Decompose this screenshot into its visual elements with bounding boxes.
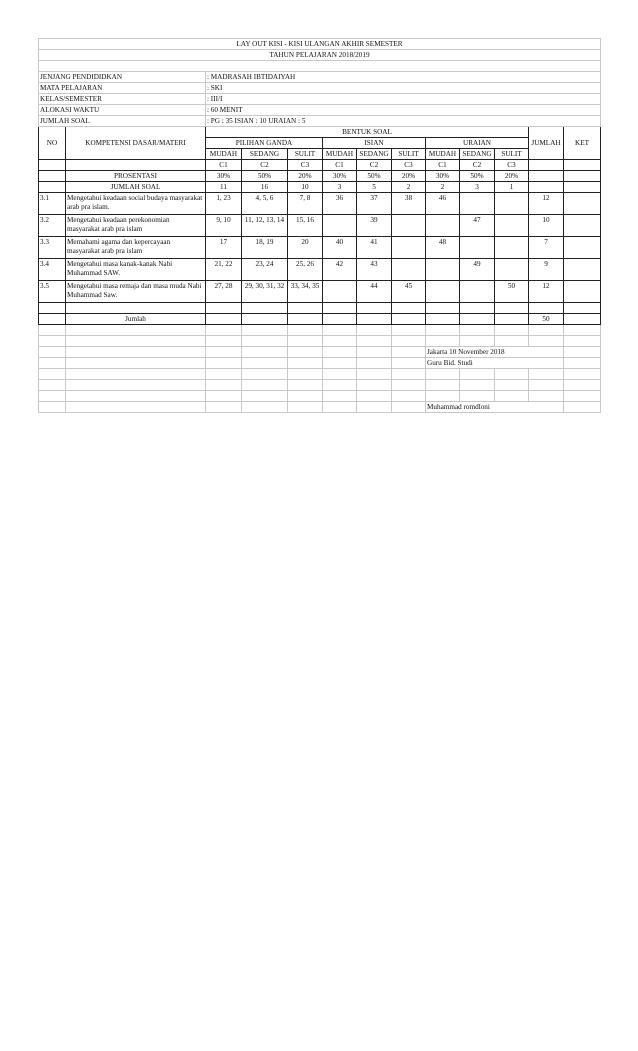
soal-number-cell (460, 281, 495, 303)
blank-row (39, 391, 601, 402)
soal-number-cell: 1, 23 (206, 193, 242, 215)
level-header: SEDANG (242, 149, 288, 160)
info-label: KELAS/SEMESTER (39, 94, 206, 105)
row-jumlah: 10 (529, 215, 564, 237)
blank-cell (426, 336, 460, 347)
blank-cell (357, 358, 392, 369)
blank-row (39, 402, 601, 413)
level-header: MUDAH (206, 149, 242, 160)
blank-cell (392, 336, 426, 347)
jumlah-soal-cell: 16 (242, 182, 288, 193)
row-ket (564, 237, 601, 259)
soal-number-cell (426, 281, 460, 303)
row-ket (564, 259, 601, 281)
jumlah-soal-cell: 2 (392, 182, 426, 193)
jumlah-soal-label: JUMLAH SOAL (66, 182, 206, 193)
row-no: 3.3 (39, 237, 66, 259)
info-label: JENJANG PENDIDIDKAN (39, 72, 206, 83)
blank-cell (564, 325, 601, 336)
header-isian: ISIAN (323, 138, 426, 149)
blank-cell (460, 380, 495, 391)
row-kompetensi: Mengetahui masa kanak-kanak Nabi Muhammad SAW. (66, 259, 206, 281)
soal-number-cell (495, 237, 529, 259)
sheet-subtitle: TAHUN PELAJARAN 2018/2019 (39, 50, 601, 61)
jumlah-soal-cell: 1 (495, 182, 529, 193)
blank-cell (206, 314, 242, 325)
blank-cell (39, 303, 66, 314)
info-label: ALOKASI WAKTU (39, 105, 206, 116)
prosentasi-cell: 30% (426, 171, 460, 182)
blank-cell (426, 314, 460, 325)
signature-name: Muhammad romdloni (426, 402, 564, 413)
table-row (39, 237, 601, 259)
level-header: SEDANG (460, 149, 495, 160)
blank-cell (323, 336, 357, 347)
total-label: Jumlah (66, 314, 206, 325)
total-row (39, 314, 601, 325)
jumlah-soal-cell: 11 (206, 182, 242, 193)
info-label: MATA PELAJARAN (39, 83, 206, 94)
code-header: C3 (495, 160, 529, 171)
blank-cell (66, 160, 206, 171)
blank-cell (392, 369, 426, 380)
info-value: : SKI (206, 83, 601, 94)
blank-cell (495, 369, 529, 380)
info-value: : 60 MENIT (206, 105, 601, 116)
blank-cell (39, 336, 66, 347)
soal-number-cell: 47 (460, 215, 495, 237)
blank-cell (323, 325, 357, 336)
blank-cell (323, 391, 357, 402)
row-kompetensi: Mengetahui keadaan social budaya masyarakat arab pra islam. (66, 193, 206, 215)
soal-number-cell: 38 (392, 193, 426, 215)
code-header: C2 (357, 160, 392, 171)
info-value: : III/I (206, 94, 601, 105)
blank-cell (426, 303, 460, 314)
soal-number-cell: 49 (460, 259, 495, 281)
blank-cell (564, 391, 601, 402)
blank-cell (66, 380, 206, 391)
blank-cell (66, 347, 206, 358)
blank-cell (206, 325, 242, 336)
blank-cell (288, 314, 323, 325)
blank-cell (460, 303, 495, 314)
blank-cell (460, 325, 495, 336)
soal-number-cell (323, 215, 357, 237)
header-kompetensi: KOMPETENSI DASAR/MATERI (66, 127, 206, 160)
soal-number-cell: 43 (357, 259, 392, 281)
blank-cell (242, 314, 288, 325)
blank-cell (564, 171, 601, 182)
blank-cell (66, 402, 206, 413)
blank-cell (39, 314, 66, 325)
blank-cell (66, 369, 206, 380)
blank-cell (39, 171, 66, 182)
blank-cell (529, 336, 564, 347)
level-header: MUDAH (323, 149, 357, 160)
blank-cell (39, 160, 66, 171)
row-jumlah: 7 (529, 237, 564, 259)
soal-number-cell (426, 215, 460, 237)
blank-cell (529, 325, 564, 336)
jumlah-soal-cell: 3 (323, 182, 357, 193)
table-row (39, 193, 601, 215)
code-header: C3 (392, 160, 426, 171)
blank-cell (357, 336, 392, 347)
blank-cell (323, 303, 357, 314)
blank-cell (392, 402, 426, 413)
blank-cell (39, 182, 66, 193)
blank-cell (392, 347, 426, 358)
blank-cell (206, 391, 242, 402)
blank-cell (495, 380, 529, 391)
level-header: MUDAH (426, 149, 460, 160)
blank-cell (529, 391, 564, 402)
blank-cell (426, 369, 460, 380)
blank-cell (564, 369, 601, 380)
blank-cell (564, 380, 601, 391)
blank-cell (242, 336, 288, 347)
prosentasi-cell: 20% (392, 171, 426, 182)
blank-cell (392, 325, 426, 336)
blank-cell (206, 347, 242, 358)
soal-number-cell: 4, 5, 6 (242, 193, 288, 215)
blank-cell (357, 325, 392, 336)
kisi-kisi-table (38, 38, 601, 413)
blank-cell (39, 347, 66, 358)
prosentasi-cell: 20% (288, 171, 323, 182)
blank-cell (426, 325, 460, 336)
code-header: C1 (206, 160, 242, 171)
blank-cell (206, 369, 242, 380)
soal-number-cell: 39 (357, 215, 392, 237)
blank-cell (39, 391, 66, 402)
code-header: C2 (460, 160, 495, 171)
blank-cell (242, 380, 288, 391)
soal-number-cell (460, 237, 495, 259)
blank-cell (242, 347, 288, 358)
jumlah-soal-cell: 3 (460, 182, 495, 193)
blank-cell (242, 358, 288, 369)
soal-number-cell (460, 193, 495, 215)
blank-cell (206, 380, 242, 391)
prosentasi-cell: 50% (460, 171, 495, 182)
prosentasi-label: PROSENTASI (66, 171, 206, 182)
blank-cell (392, 303, 426, 314)
blank-cell (529, 380, 564, 391)
soal-number-cell: 29, 30, 31, 32 (242, 281, 288, 303)
jumlah-soal-cell: 2 (426, 182, 460, 193)
info-value: : PG : 35 ISIAN : 10 URAIAN : 5 (206, 116, 601, 127)
level-header: SEDANG (357, 149, 392, 160)
blank-cell (392, 391, 426, 402)
header-uraian: URAIAN (426, 138, 529, 149)
blank-cell (529, 369, 564, 380)
level-header: SULIT (495, 149, 529, 160)
blank-cell (206, 303, 242, 314)
soal-number-cell: 20 (288, 237, 323, 259)
blank-row (39, 325, 601, 336)
blank-cell (39, 402, 66, 413)
blank-cell (357, 303, 392, 314)
blank-cell (323, 369, 357, 380)
blank-cell (288, 369, 323, 380)
blank-cell (288, 347, 323, 358)
blank-cell (206, 402, 242, 413)
signature-place-date: Jakarta 10 November 2018 (426, 347, 564, 358)
blank-cell (288, 380, 323, 391)
info-label: JUMLAH SOAL (39, 116, 206, 127)
blank-cell (323, 314, 357, 325)
row-kompetensi: Mengetahui masa remaja dan masa muda Nabi Muhammad Saw. (66, 281, 206, 303)
soal-number-cell (426, 259, 460, 281)
row-kompetensi: Mengetahui keadaan perekonomian masyarakat arab pra islam (66, 215, 206, 237)
header-pilihan-ganda: PILIHAN GANDA (206, 138, 323, 149)
level-header: SULIT (392, 149, 426, 160)
row-kompetensi: Memahami agama dan kepercayaan masyarakat arab pra islam (66, 237, 206, 259)
soal-number-cell: 45 (392, 281, 426, 303)
blank-row (39, 347, 601, 358)
blank-cell (564, 303, 601, 314)
level-header: SULIT (288, 149, 323, 160)
row-jumlah: 12 (529, 193, 564, 215)
soal-number-cell (323, 281, 357, 303)
signature-role: Guru Bid. Studi (426, 358, 564, 369)
blank-cell (357, 347, 392, 358)
blank-row (39, 380, 601, 391)
blank-cell (242, 369, 288, 380)
blank-cell (564, 314, 601, 325)
blank-cell (242, 303, 288, 314)
soal-number-cell: 21, 22 (206, 259, 242, 281)
soal-number-cell: 25, 26 (288, 259, 323, 281)
blank-cell (357, 380, 392, 391)
table-row (39, 215, 601, 237)
row-no: 3.1 (39, 193, 66, 215)
row-jumlah: 12 (529, 281, 564, 303)
soal-number-cell: 33, 34, 35 (288, 281, 323, 303)
blank-cell (357, 391, 392, 402)
blank-cell (392, 314, 426, 325)
blank-cell (66, 391, 206, 402)
blank-cell (529, 182, 564, 193)
blank-cell (392, 358, 426, 369)
row-ket (564, 193, 601, 215)
info-value: : MADRASAH IBTIDAIYAH (206, 72, 601, 83)
blank-cell (357, 314, 392, 325)
blank-cell (460, 369, 495, 380)
soal-number-cell: 23, 24 (242, 259, 288, 281)
soal-number-cell: 37 (357, 193, 392, 215)
blank-cell (288, 402, 323, 413)
blank-cell (39, 369, 66, 380)
blank-cell (495, 336, 529, 347)
blank-cell (460, 391, 495, 402)
blank-cell (357, 402, 392, 413)
blank-cell (323, 347, 357, 358)
prosentasi-cell: 50% (242, 171, 288, 182)
soal-number-cell: 9, 10 (206, 215, 242, 237)
soal-number-cell (392, 237, 426, 259)
blank-cell (206, 358, 242, 369)
blank-cell (323, 402, 357, 413)
blank-cell (66, 336, 206, 347)
soal-number-cell: 27, 28 (206, 281, 242, 303)
jumlah-soal-cell: 5 (357, 182, 392, 193)
blank-cell (460, 314, 495, 325)
blank-cell (357, 369, 392, 380)
soal-number-cell: 42 (323, 259, 357, 281)
row-ket (564, 215, 601, 237)
blank-cell (564, 402, 601, 413)
soal-number-cell: 50 (495, 281, 529, 303)
blank-row (39, 358, 601, 369)
soal-number-cell (495, 193, 529, 215)
soal-number-cell (495, 259, 529, 281)
blank-cell (529, 303, 564, 314)
row-jumlah: 9 (529, 259, 564, 281)
prosentasi-cell: 30% (206, 171, 242, 182)
blank-cell (288, 391, 323, 402)
soal-number-cell: 46 (426, 193, 460, 215)
blank-cell (564, 336, 601, 347)
blank-cell (66, 325, 206, 336)
soal-number-cell: 18, 19 (242, 237, 288, 259)
blank-cell (392, 380, 426, 391)
blank-cell (323, 380, 357, 391)
blank-cell (39, 358, 66, 369)
blank-cell (39, 325, 66, 336)
code-header: C3 (288, 160, 323, 171)
header-no: NO (39, 127, 66, 160)
blank-row (39, 303, 601, 314)
blank-cell (426, 391, 460, 402)
soal-number-cell: 48 (426, 237, 460, 259)
soal-number-cell (392, 215, 426, 237)
blank-cell (288, 325, 323, 336)
table-row (39, 281, 601, 303)
soal-number-cell: 44 (357, 281, 392, 303)
prosentasi-cell: 30% (323, 171, 357, 182)
jumlah-soal-cell: 10 (288, 182, 323, 193)
blank-cell (564, 160, 601, 171)
blank-cell (495, 314, 529, 325)
header-bentuk-soal: BENTUK SOAL (206, 127, 529, 138)
code-header: C1 (426, 160, 460, 171)
prosentasi-cell: 50% (357, 171, 392, 182)
blank-cell (564, 347, 601, 358)
header-jumlah: JUMLAH (529, 127, 564, 160)
soal-number-cell: 11, 12, 13, 14 (242, 215, 288, 237)
soal-number-cell: 7, 8 (288, 193, 323, 215)
blank-cell (495, 325, 529, 336)
blank-cell (529, 171, 564, 182)
blank-cell (206, 336, 242, 347)
blank-cell (460, 336, 495, 347)
blank-cell (288, 336, 323, 347)
header-ket: KET (564, 127, 601, 160)
blank-cell (288, 358, 323, 369)
blank-cell (288, 303, 323, 314)
blank-row (39, 336, 601, 347)
soal-number-cell: 41 (357, 237, 392, 259)
blank-cell (242, 391, 288, 402)
row-no: 3.5 (39, 281, 66, 303)
blank-cell (495, 391, 529, 402)
soal-number-cell (392, 259, 426, 281)
blank-cell (529, 160, 564, 171)
row-no: 3.4 (39, 259, 66, 281)
table-row (39, 259, 601, 281)
blank-cell (66, 358, 206, 369)
spreadsheet (38, 38, 600, 413)
soal-number-cell: 36 (323, 193, 357, 215)
row-ket (564, 281, 601, 303)
blank-cell (39, 380, 66, 391)
row-no: 3.2 (39, 215, 66, 237)
blank-cell (323, 358, 357, 369)
blank-cell (564, 182, 601, 193)
blank-cell (564, 358, 601, 369)
blank-row (39, 369, 601, 380)
sheet-title: LAY OUT KISI - KISI ULANGAN AKHIR SEMESTER (39, 39, 601, 50)
blank-cell (495, 303, 529, 314)
soal-number-cell: 15, 16 (288, 215, 323, 237)
blank-cell (66, 303, 206, 314)
blank-cell (242, 325, 288, 336)
soal-number-cell: 40 (323, 237, 357, 259)
blank-cell (242, 402, 288, 413)
code-header: C2 (242, 160, 288, 171)
soal-number-cell (495, 215, 529, 237)
blank-cell (426, 380, 460, 391)
blank-row (39, 61, 601, 72)
soal-number-cell: 17 (206, 237, 242, 259)
prosentasi-cell: 20% (495, 171, 529, 182)
code-header: C1 (323, 160, 357, 171)
total-value: 50 (529, 314, 564, 325)
